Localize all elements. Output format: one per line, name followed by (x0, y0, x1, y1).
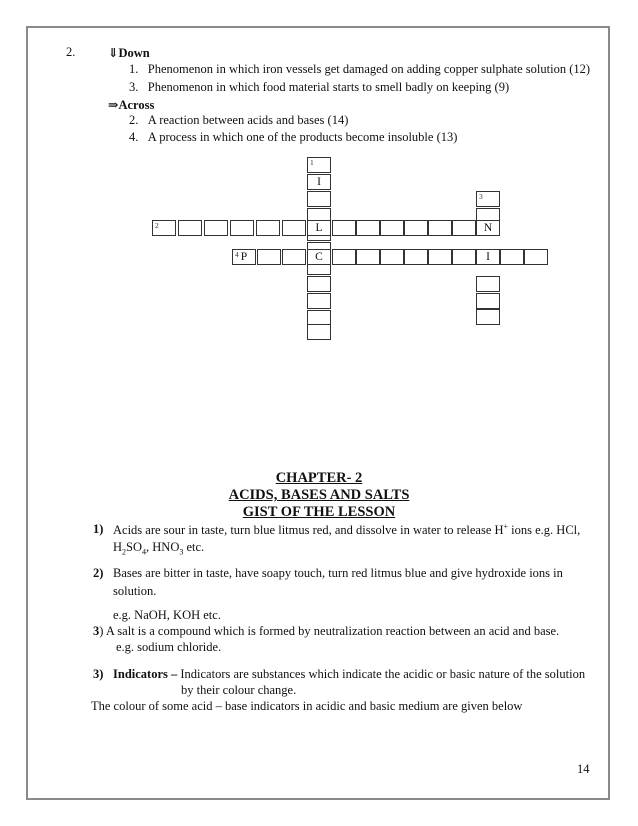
crossword-cell[interactable] (404, 249, 428, 265)
across-heading: ⇒Across (108, 98, 155, 112)
point-1-number: 1) (93, 522, 104, 536)
gist-heading: GIST OF THE LESSON (242, 504, 396, 520)
crossword-cell[interactable] (204, 220, 228, 236)
point-1-line-1: Acids are sour in taste, turn blue litmus red, and dissolve in water to release H+ ions e.g. HCl, (113, 522, 581, 538)
crossword-cell[interactable]: 2 (152, 220, 176, 236)
crossword-cell[interactable]: L (307, 220, 331, 236)
point-3-salt: 3) A salt is a compound which is formed by neutralization reaction between an acid and base. (93, 624, 560, 638)
crossword-cell[interactable] (307, 191, 331, 207)
point-indicators-line-2: by their colour change. (181, 683, 297, 697)
point-2-example: e.g. NaOH, KOH etc. (113, 608, 221, 622)
crossword-cell[interactable] (524, 249, 548, 265)
crossword-cell[interactable] (257, 249, 281, 265)
crossword-cell[interactable] (332, 220, 356, 236)
crossword-cell[interactable]: I (307, 174, 331, 190)
across-item-4: 4. A process in which one of the products become insoluble (13) (129, 130, 458, 144)
crossword-cell[interactable]: I (476, 249, 500, 265)
point-2-number: 2) (93, 566, 104, 580)
point-2-line-1: Bases are bitter in taste, have soapy touch, turn red litmus blue and give hydroxide ions in (113, 566, 563, 580)
crossword-cell[interactable] (428, 249, 452, 265)
crossword-cell[interactable] (307, 293, 331, 309)
crossword-cell[interactable] (500, 249, 524, 265)
crossword-cell[interactable] (332, 249, 356, 265)
crossword-cell[interactable]: 4 P (232, 249, 256, 265)
question-number: 2. (66, 45, 76, 59)
chapter-subtitle: ACIDS, BASES AND SALTS (228, 487, 410, 503)
crossword-cell[interactable] (282, 249, 306, 265)
crossword-cell[interactable] (428, 220, 452, 236)
down-item-1: 1. Phenomenon in which iron vessels get damaged on adding copper sulphate solution (12) (129, 62, 591, 76)
crossword-cell[interactable] (282, 220, 306, 236)
crossword-cell[interactable] (356, 249, 380, 265)
crossword-cell[interactable] (476, 276, 500, 292)
crossword-cell[interactable] (452, 220, 476, 236)
point-3-example: e.g. sodium chloride. (116, 640, 222, 654)
crossword-cell[interactable] (178, 220, 202, 236)
point-1-line-2: $H_2SO_4$, $HNO_3$ etc. (113, 540, 205, 557)
crossword-cell[interactable]: 1 (307, 157, 331, 173)
crossword-cell[interactable] (356, 220, 380, 236)
crossword-cell[interactable] (380, 220, 404, 236)
down-item-3: 3. Phenomenon in which food material starts to smell badly on keeping (9) (129, 80, 510, 94)
crossword-cell[interactable] (230, 220, 254, 236)
crossword-cell[interactable] (404, 220, 428, 236)
point-indicators-number: 3) (93, 667, 104, 681)
chapter-title: CHAPTER- 2 (275, 470, 363, 486)
crossword-cell[interactable] (452, 249, 476, 265)
crossword-cell[interactable] (307, 276, 331, 292)
point-2-line-2: solution. (113, 584, 157, 598)
page-number: 14 (577, 762, 590, 776)
crossword-cell[interactable]: N (476, 220, 500, 236)
crossword-cell[interactable]: C (307, 249, 331, 265)
crossword-cell[interactable] (307, 324, 331, 340)
crossword-cell[interactable] (476, 293, 500, 309)
crossword-cell[interactable]: 3 (476, 191, 500, 207)
down-heading: ⇓Down (108, 46, 150, 60)
crossword-cell[interactable] (476, 309, 500, 325)
crossword-cell[interactable] (256, 220, 280, 236)
crossword-cell[interactable] (380, 249, 404, 265)
indicator-intro: The colour of some acid – base indicators in acidic and basic medium are given below (91, 699, 523, 713)
point-indicators-line-1: Indicators – Indicators are substances which indicate the acidic or basic nature of the solution (113, 667, 586, 681)
across-item-2: 2. A reaction between acids and bases (14) (129, 113, 349, 127)
